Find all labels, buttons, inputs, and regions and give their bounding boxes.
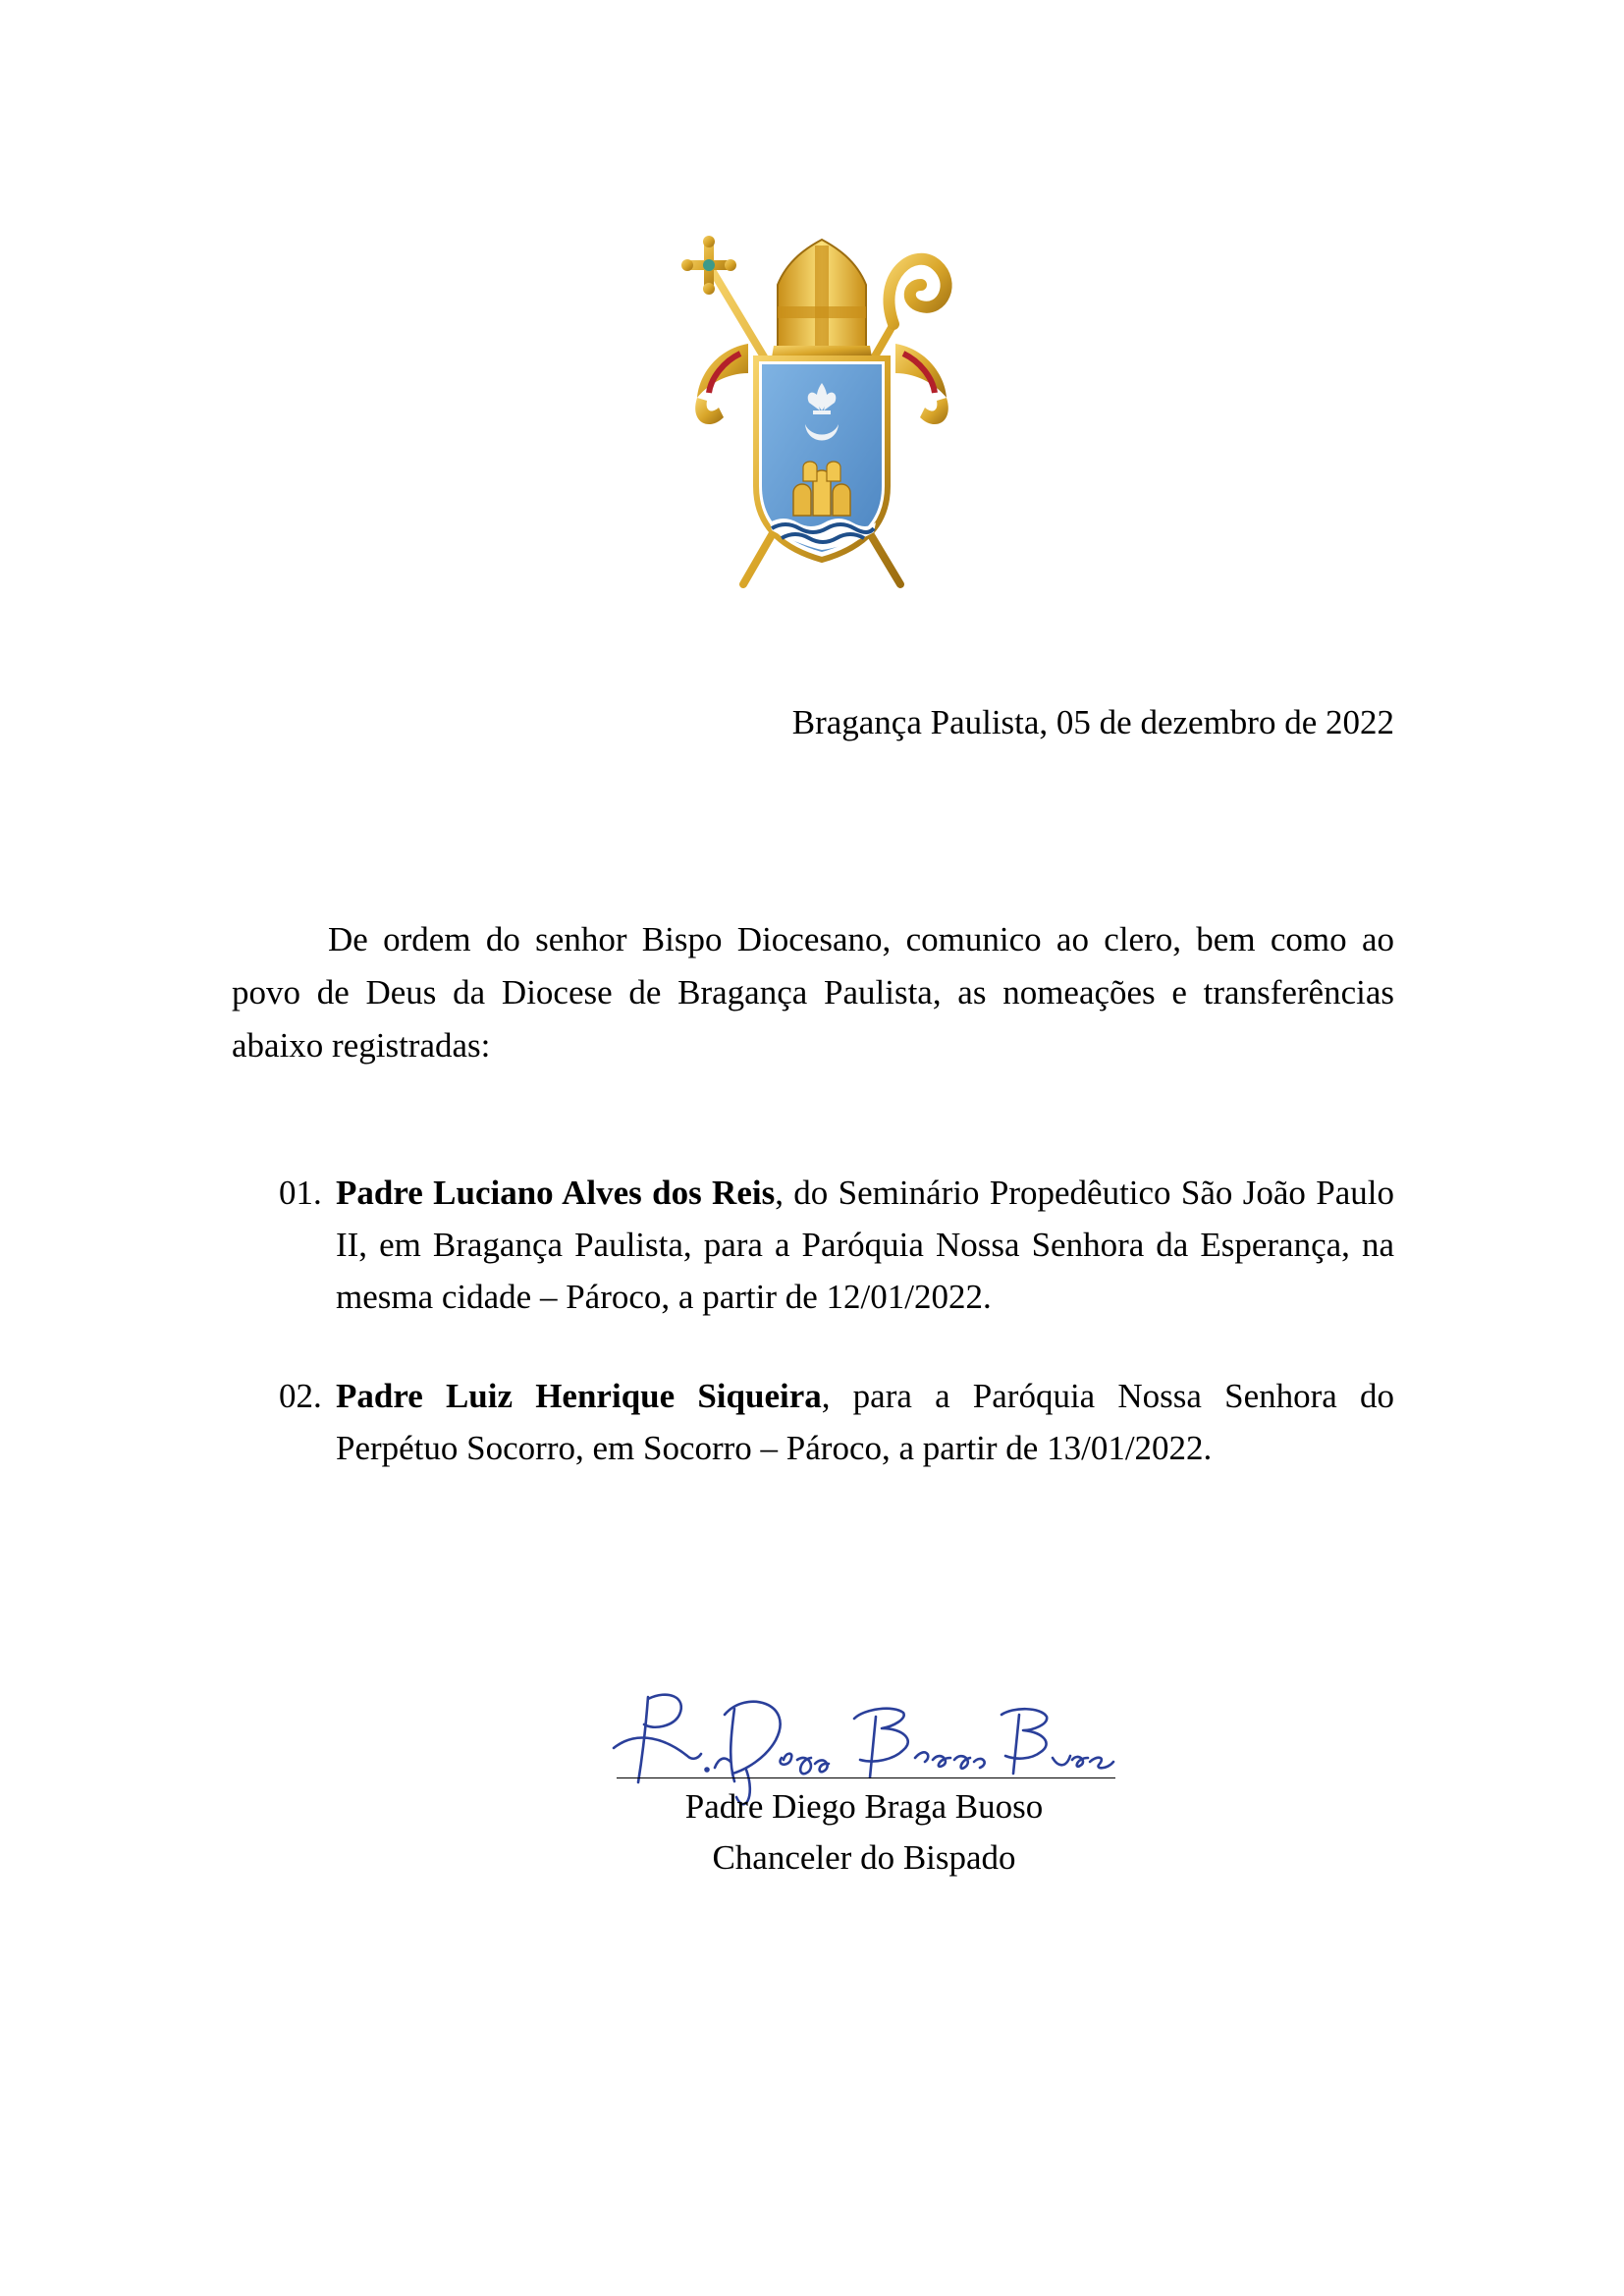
signature-block bbox=[609, 1679, 1119, 1886]
list-item bbox=[232, 1167, 1394, 1323]
item-body bbox=[336, 1167, 1394, 1323]
item-text: , para a Paróquia Nossa Senhora do Perpétuo Socorro, em Socorro – Pároco, a partir de 13/01/2022. bbox=[336, 1377, 1394, 1467]
signer-title: Chanceler do Bispado bbox=[712, 1838, 1016, 1877]
item-body bbox=[336, 1370, 1394, 1474]
mitre-icon bbox=[772, 240, 872, 357]
item-number: 02. bbox=[279, 1377, 322, 1415]
item-text: , do Seminário Propedêutico São João Paulo II, em Bragança Paulista, para a Paróquia Nossa Senhora da Esperança, na mesma cidade – Pároco, a partir de 12/01/2022. bbox=[336, 1174, 1394, 1316]
document-date: Bragança Paulista, 05 de dezembro de 2022 bbox=[791, 703, 1394, 741]
list-item bbox=[232, 1370, 1394, 1474]
item-name: Padre Luciano Alves dos Reis bbox=[336, 1174, 776, 1212]
item-number: 01. bbox=[279, 1174, 322, 1212]
item-name: Padre Luiz Henrique Siqueira bbox=[336, 1377, 822, 1415]
coat-of-arms-emblem bbox=[679, 236, 964, 594]
shield-icon bbox=[756, 358, 888, 560]
intro-paragraph: De ordem do senhor Bispo Diocesano, comunico ao clero, bem como ao povo de Deus da Diocese de Bragança Paulista, as nomeações e transferências abaixo registradas: bbox=[232, 920, 1394, 1065]
signer-name: Padre Diego Braga Buoso bbox=[684, 1787, 1044, 1826]
signature-line bbox=[617, 1777, 1115, 1778]
